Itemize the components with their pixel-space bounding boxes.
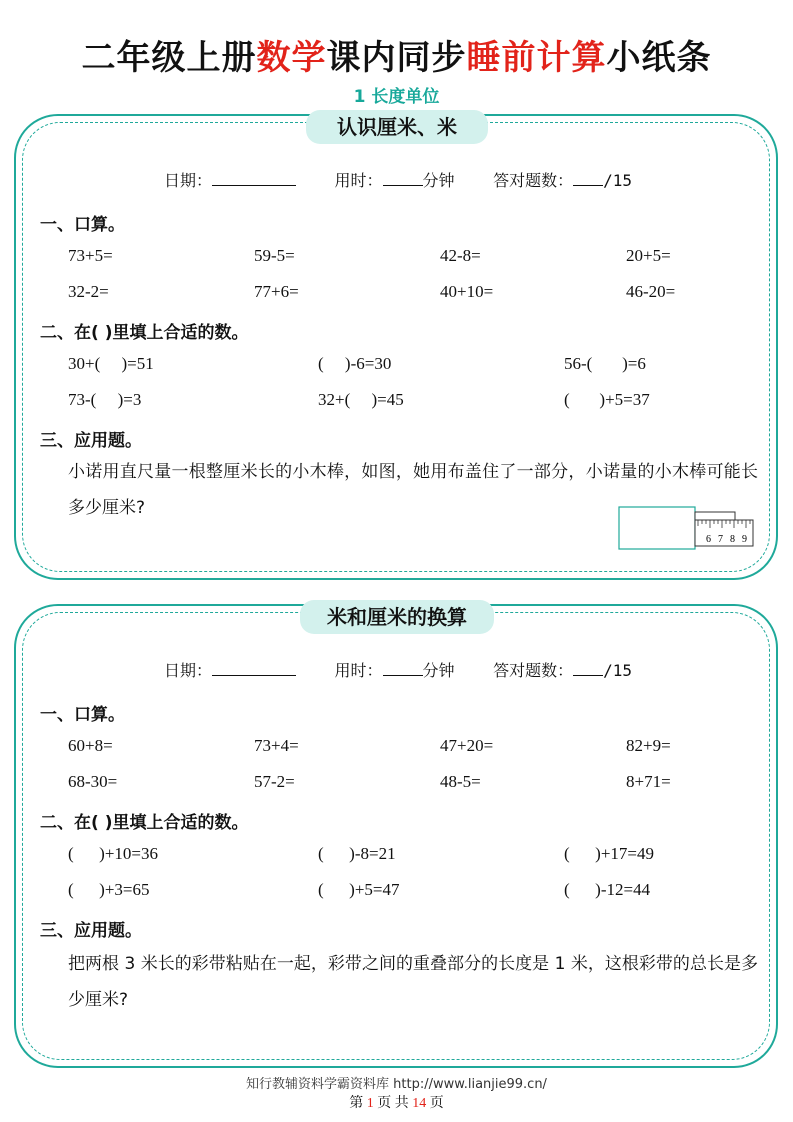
ruler-figure bbox=[618, 506, 758, 552]
title-part: 二年级上册 bbox=[81, 38, 257, 78]
fill-question: 56-( )=6 bbox=[564, 354, 646, 373]
score-blank[interactable] bbox=[573, 171, 603, 186]
fill-question: ( )+5=47 bbox=[318, 880, 400, 899]
oral-question: 57-2= bbox=[254, 772, 295, 791]
oral-question: 59-5= bbox=[254, 246, 295, 265]
oral-question: 20+5= bbox=[626, 246, 671, 265]
page-suffix: 页 bbox=[429, 1096, 444, 1111]
fill-question: ( )-12=44 bbox=[564, 880, 651, 899]
oral-question: 73+5= bbox=[68, 246, 113, 265]
fill-question: 30+( )=51 bbox=[68, 354, 154, 373]
score-total: /15 bbox=[603, 661, 633, 680]
time-label: 用时： bbox=[334, 661, 383, 680]
fill-question: 32+( )=45 bbox=[318, 390, 404, 409]
title-highlight-bedtime: 睡前计算 bbox=[466, 38, 607, 78]
oral-question: 47+20= bbox=[440, 736, 494, 755]
time-label: 用时： bbox=[334, 171, 383, 190]
oral-question: 68-30= bbox=[68, 772, 118, 791]
title-part: 课内同步 bbox=[326, 38, 467, 78]
cloth-cover bbox=[619, 507, 695, 549]
worksheet-card-2 bbox=[14, 604, 778, 1068]
word-problem-text: 把两根 3 米长的彩带粘贴在一起，彩带之间的重叠部分的长度是 1 米，这根彩带的总长是多少厘米? bbox=[68, 954, 758, 1010]
ruler-number: 9 bbox=[742, 534, 747, 545]
ruler-number: 7 bbox=[718, 534, 723, 545]
page-title bbox=[0, 36, 793, 80]
date-blank[interactable] bbox=[212, 661, 296, 676]
score-total: /15 bbox=[603, 171, 633, 190]
time-unit: 分钟 bbox=[422, 661, 455, 680]
date-label: 日期： bbox=[163, 171, 212, 190]
section-oral: 一、口算。 bbox=[40, 215, 125, 235]
score-blank[interactable] bbox=[573, 661, 603, 676]
ruler-number: 6 bbox=[706, 534, 711, 545]
time-blank[interactable] bbox=[383, 661, 423, 676]
footer-source: 知行教辅资料学霸资料库 http://www.lianjie99.cn/ bbox=[246, 1077, 547, 1092]
oral-question: 32-2= bbox=[68, 282, 109, 301]
total-pages: 14 bbox=[412, 1096, 427, 1111]
fill-question: ( )+10=36 bbox=[68, 844, 158, 863]
date-label: 日期： bbox=[163, 661, 212, 680]
title-highlight-math: 数学 bbox=[256, 38, 327, 78]
title-part: 小纸条 bbox=[606, 38, 712, 78]
card-header bbox=[16, 658, 780, 681]
oral-question: 77+6= bbox=[254, 282, 299, 301]
fill-question: ( )+5=37 bbox=[564, 390, 650, 409]
worksheet-card-1 bbox=[14, 114, 778, 580]
score-label: 答对题数： bbox=[493, 171, 574, 190]
oral-question: 42-8= bbox=[440, 246, 481, 265]
page-prefix: 第 bbox=[349, 1096, 364, 1111]
fill-question: ( )+3=65 bbox=[68, 880, 150, 899]
page-number bbox=[0, 1092, 793, 1112]
oral-question: 82+9= bbox=[626, 736, 671, 755]
unit-subtitle: 1 长度单位 bbox=[353, 87, 440, 107]
time-blank[interactable] bbox=[383, 171, 423, 186]
section-oral: 一、口算。 bbox=[40, 705, 125, 725]
page-mid: 页 共 bbox=[377, 1096, 409, 1111]
section-fill-blank: 二、在( )里填上合适的数。 bbox=[40, 323, 249, 343]
card-header bbox=[16, 168, 780, 191]
time-unit: 分钟 bbox=[422, 171, 455, 190]
oral-question: 73+4= bbox=[254, 736, 299, 755]
word-problem-text: 小诺用直尺量一根整厘米长的小木棒，如图，她用布盖住了一部分，小诺量的小木棒可能长多少厘米? bbox=[68, 462, 758, 518]
oral-question: 46-20= bbox=[626, 282, 676, 301]
card-title: 认识厘米、米 bbox=[306, 110, 488, 144]
oral-question: 8+71= bbox=[626, 772, 671, 791]
fill-question: ( )-8=21 bbox=[318, 844, 396, 863]
oral-question: 60+8= bbox=[68, 736, 113, 755]
score-label: 答对题数： bbox=[493, 661, 574, 680]
fill-question: ( )-6=30 bbox=[318, 354, 392, 373]
fill-question: 73-( )=3 bbox=[68, 390, 142, 409]
ruler-number: 8 bbox=[730, 534, 735, 545]
section-fill-blank: 二、在( )里填上合适的数。 bbox=[40, 813, 249, 833]
oral-question: 40+10= bbox=[440, 282, 494, 301]
date-blank[interactable] bbox=[212, 171, 296, 186]
card-title: 米和厘米的换算 bbox=[300, 600, 494, 634]
fill-question: ( )+17=49 bbox=[564, 844, 654, 863]
current-page: 1 bbox=[366, 1096, 374, 1111]
wooden-stick bbox=[695, 512, 735, 520]
oral-question: 48-5= bbox=[440, 772, 481, 791]
section-word-problem: 三、应用题。 bbox=[40, 431, 142, 451]
section-word-problem: 三、应用题。 bbox=[40, 921, 142, 941]
